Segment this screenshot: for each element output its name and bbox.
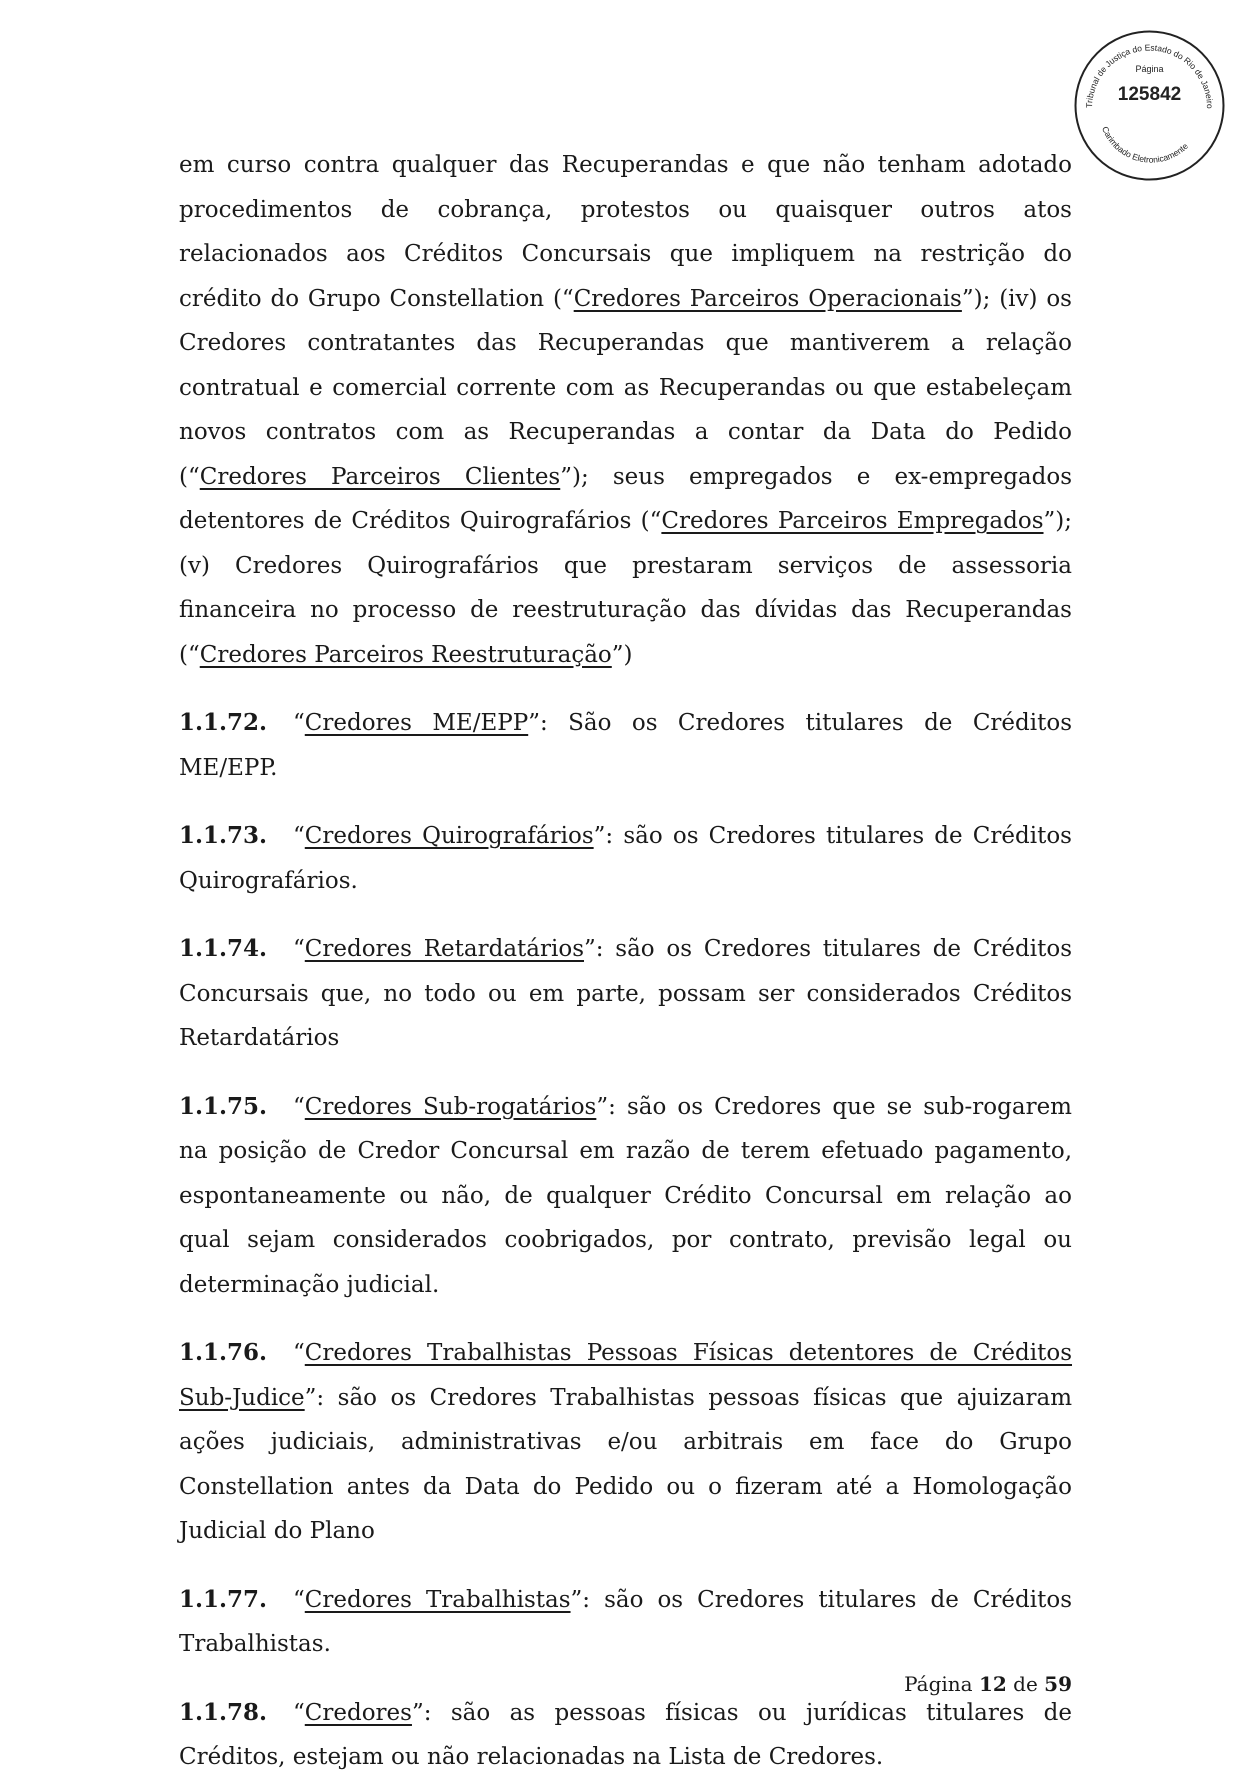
clause-quote: “ [293, 1340, 305, 1366]
stamp-label: Página [1135, 64, 1164, 74]
defined-term: Credores Quirografários [304, 823, 594, 849]
footer-separator: de [1013, 1672, 1038, 1696]
clause-text: ”: São os Credores titulares de Créditos ME/EPP. [179, 710, 1072, 781]
page-footer [904, 1672, 1072, 1696]
stamp-number: 125842 [1117, 84, 1182, 105]
clause-text: ”: são os Credores Trabalhistas pessoas físicas que ajuizaram ações judiciais, administrativas e/ou arbitrais em face do Grupo Constellation antes da Data do Pedido ou o fizeram até a Homologação Judicial do Plano [179, 1384, 1072, 1544]
clause-text: ”: são os Credores titulares de Créditos Concursais que, no todo ou em parte, possam ser considerados Créditos Retardatários [179, 936, 1072, 1051]
paragraph-text: ”); (iv) os Credores contratantes das Recuperandas que mantiverem a relação contratual e comercial corrente com as Recuperandas ou que estabeleçam novos contratos com as Recuperandas a contar da Data do Pedido (“ [179, 285, 1072, 490]
defined-term: Credores Parceiros Empregados [661, 508, 1044, 534]
clause-text: ”: são os Credores titulares de Créditos Quirografários. [179, 823, 1072, 894]
clause-1-1-73 [179, 814, 1072, 903]
clause-number: 1.1.72. [179, 709, 268, 736]
stamp-arc-bottom: Carimbado Eletronicamente [1100, 124, 1190, 165]
paragraph-text: ”); (v) Credores Quirografários que prestaram serviços de assessoria financeira no processo de reestruturação das dívidas das Recuperandas (“ [179, 508, 1072, 668]
defined-term: Credores Parceiros Clientes [199, 463, 561, 490]
defined-term: Credores Sub-rogatários [304, 1093, 597, 1120]
clause-text: ”: são as pessoas físicas ou jurídicas titulares de Créditos, estejam ou não relacionadas na Lista de Credores. [179, 1699, 1072, 1770]
defined-term: Credores Trabalhistas [304, 1586, 571, 1613]
clause-number: 1.1.78. [179, 1698, 268, 1726]
current-page-number: 12 [978, 1672, 1007, 1696]
clause-1-1-78 [179, 1691, 1072, 1780]
defined-term: Credores Parceiros Operacionais [573, 285, 962, 312]
clause-number: 1.1.77. [179, 1585, 268, 1613]
svg-text:Carimbado Eletronicamente [1100, 125, 1190, 165]
clause-text: ”: são os Credores titulares de Créditos Trabalhistas. [179, 1586, 1072, 1657]
defined-term: Credores Trabalhistas Pessoas Físicas detentores de Créditos Sub-Judice [179, 1340, 1072, 1411]
defined-term: Credores ME/EPP [304, 710, 529, 736]
electronic-stamp [1072, 28, 1227, 183]
clause-1-1-76 [179, 1331, 1072, 1554]
clause-1-1-74 [179, 927, 1072, 1061]
clause-1-1-77 [179, 1578, 1072, 1667]
clause-1-1-75 [179, 1085, 1072, 1308]
continuation-paragraph [179, 143, 1072, 677]
clause-quote: “ [293, 710, 305, 736]
total-page-count: 59 [1044, 1672, 1072, 1696]
defined-term: Credores [304, 1699, 412, 1726]
clause-quote: “ [293, 1586, 305, 1613]
paragraph-text: em curso contra qualquer das Recuperandas e que não tenham adotado procedimentos de cobrança, protestos ou quaisquer outros atos relacionados aos Créditos Concursais que impliquem na restrição do crédito do Grupo Constellation (“ [179, 152, 1072, 312]
stamp-arc-top: Tribunal de Justiça do Estado do Rio de Janeiro [1083, 42, 1216, 109]
clause-number: 1.1.74. [179, 935, 268, 962]
clause-number: 1.1.76. [179, 1339, 268, 1366]
clause-quote: “ [293, 1699, 305, 1726]
footer-label: Página [904, 1672, 973, 1696]
clause-number: 1.1.75. [179, 1092, 268, 1120]
clause-quote: “ [293, 936, 305, 962]
defined-term: Credores Parceiros Reestruturação [199, 641, 612, 668]
clause-text: ”: são os Credores que se sub-rogarem na posição de Credor Concursal em razão de terem efetuado pagamento, espontaneamente ou não, de qualquer Crédito Concursal em relação ao qual sejam considerados coobrigados, por contrato, previsão legal ou determinação judicial. [179, 1093, 1072, 1298]
clause-quote: “ [293, 823, 305, 849]
clause-number: 1.1.73. [179, 822, 268, 849]
paragraph-text: ”) [611, 641, 633, 668]
defined-term: Credores Retardatários [304, 936, 584, 962]
clause-quote: “ [293, 1093, 305, 1120]
clause-1-1-72 [179, 701, 1072, 790]
document-body [179, 143, 1072, 1780]
paragraph-text: ”); seus empregados e ex-empregados detentores de Créditos Quirografários (“ [179, 463, 1073, 534]
